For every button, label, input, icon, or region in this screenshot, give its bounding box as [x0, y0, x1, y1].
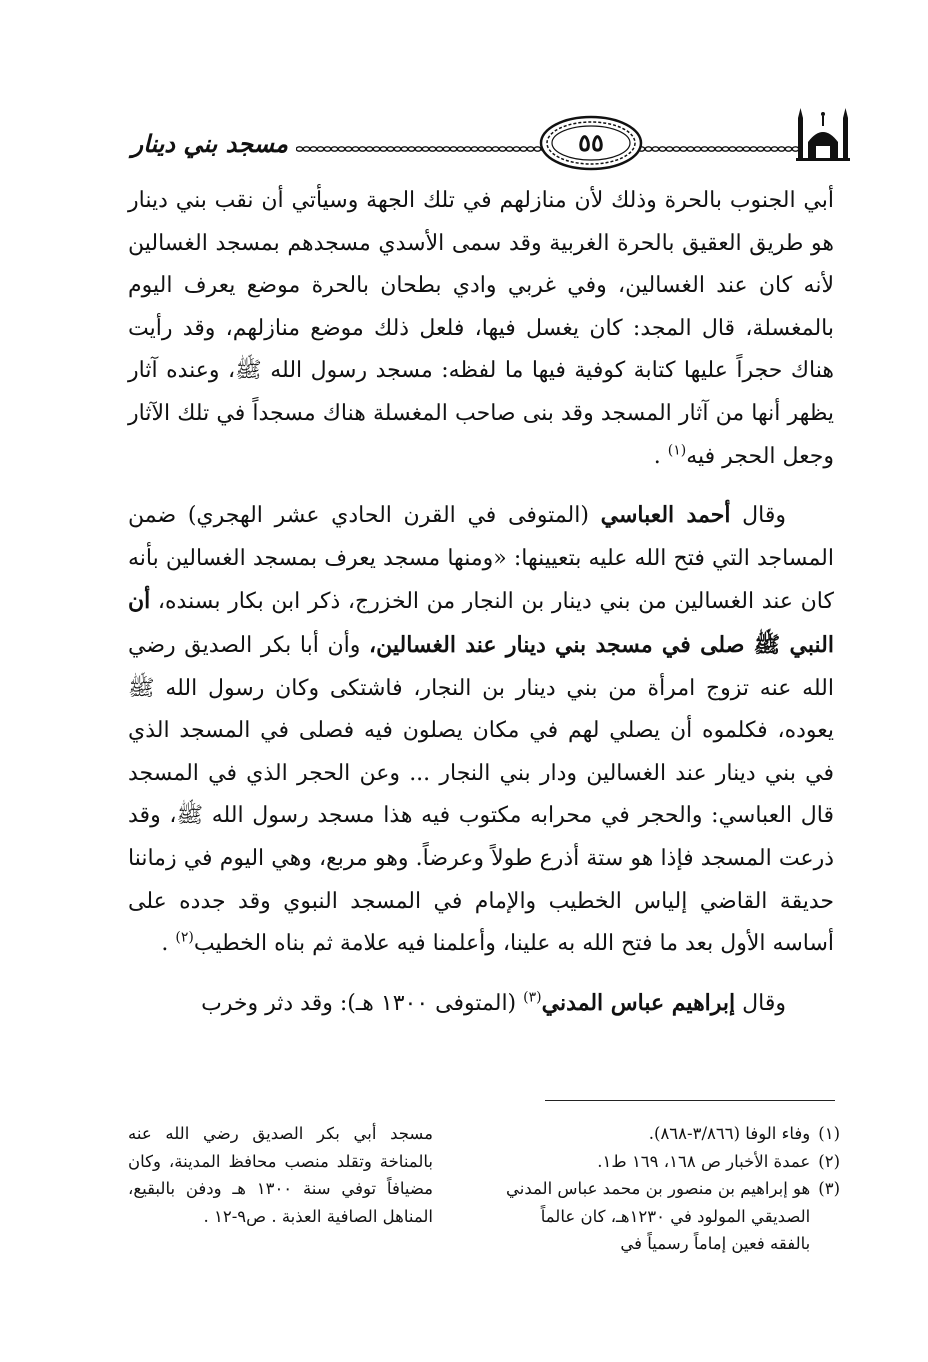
footnote-3: (٣) هو إبراهيم بن منصور بن محمد عباس المدني الصديقي المولود في ١٢٣٠هـ، كان عالماً بالفقه فعين إماماً رسمياً في	[506, 1179, 840, 1254]
footnote-1: (١) وفاء الوفا (٣/٨٦٦-٨٦٨).	[648, 1124, 840, 1143]
footnote-ref-2: (٢)	[175, 929, 194, 946]
author-name-abbasi: أحمد العباسي	[600, 502, 731, 529]
footnote-ref-1: (١)	[667, 442, 687, 459]
header-chain-ornament-left	[296, 146, 544, 152]
mosque-icon	[794, 100, 852, 162]
body-text	[128, 180, 834, 1025]
page-number: ٥٥	[578, 128, 604, 157]
paragraph-2: وقال أحمد العباسي (المتوفى في القرن الحادي عشر الهجري) ضمن المساجد التي فتح الله عليه بتعيينها: «ومنها مسجد يعرف بمسجد الغسالين بأنه كان عند الغسالين من بني دينار بن النجار من الخزرج، ذكر ابن بكار بسنده، أن النبي ﷺ صلى في مسجد بني دينار عند الغسالين، وأن أبا بكر الصديق رضي الله عنه تزوج امرأة من بني دينار بن النجار، فاشتكى وكان رسول الله ﷺ يعوده، فكلموه أن يصلي لهم في مكان يصلون فيه فصلى في المسجد الذي في بني دينار عند الغسالين ودار بني النجار ... وعن الحجر الذي في المسجد قال العباسي: والحجر في محرابه مكتوب فيه هذا مسجد رسول الله ﷺ، وقد ذرعت المسجد فإذا هو ستة أذرع طولاً وعرضاً. وهو مربع، وهي اليوم في زماننا حديقة القاضي إلياس الخطيب والإمام في المسجد النبوي وقد جدده على أساسه الأول بعد ما فتح الله به علينا، وأعلمنا فيه علامة ثم بناه الخطيب$^{(٢)}$ .	[128, 502, 834, 957]
author-name-madani: إبراهيم عباس المدني	[541, 989, 736, 1016]
footnote-2: (٢) عمدة الأخبار ص ١٦٨، ١٦٩ ط١.	[597, 1151, 840, 1171]
footnotes-column-right	[498, 1120, 840, 1258]
footnote-separator	[545, 1100, 835, 1101]
paragraph-3: وقال إبراهيم عباس المدني$^{(٣)}$ (المتوفى ١٣٠٠ هـ): وقد دثر وخرب	[201, 989, 786, 1016]
header-title: مسجد بني دينار	[131, 130, 288, 158]
footnote-3-continuation: مسجد أبي بكر الصديق رضي الله عنه بالمناخة وتقلد منصب محافظ المدينة، وكان مضيافاً توفي سنة ١٣٠٠ هـ ودفن بالبقيع، المناهل الصافية العذبة . ص٩-١٢ .	[128, 1124, 433, 1226]
bold-quote: أن النبي ﷺ صلى في مسجد بني دينار عند الغسالين،	[128, 588, 834, 658]
footnote-ref-3: (٣)	[523, 989, 542, 1006]
footnotes-column-left	[128, 1120, 433, 1230]
header-chain-ornament-right	[638, 146, 798, 152]
running-header	[118, 100, 848, 176]
paragraph-1: أبي الجنوب بالحرة وذلك لأن منازلهم في تلك الجهة وسيأتي أن نقب بني دينار هو طريق العقيق بالحرة الغربية وقد سمى الأسدي مسجدهم بمسجد الغسالين لأنه كان عند الغسالين، وفي غربي وادي بطحان بالحرة موضع يعرف اليوم بالمغسلة، قال المجد: كان يغسل فيها، فلعل ذلك موضع منازلهم، وقد رأيت هناك حجراً عليها كتابة كوفية فيها ما لفظه: مسجد رسول الله ﷺ، وعنده آثار يظهر أنها من آثار المسجد وقد بنى صاحب المغسلة هناك مسجداً في تلك الآثار وجعل الحجر فيه$^{(١)}$ .	[128, 188, 834, 469]
